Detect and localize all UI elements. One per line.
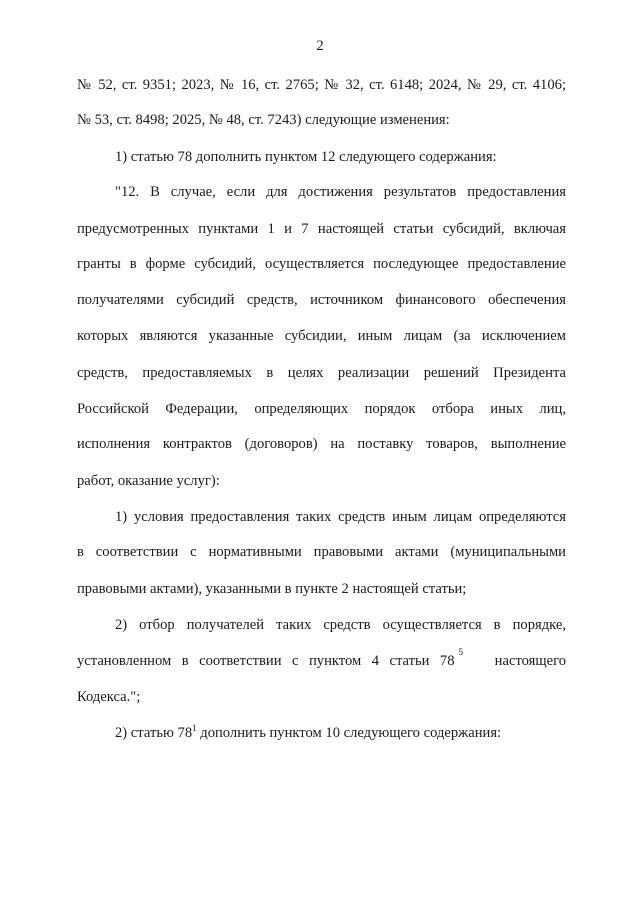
text-fragment: настоящего (491, 653, 566, 669)
text-line: средств, предоставляемых в целях реализации решений Президента (77, 365, 566, 381)
text-fragment: дополнить пунктом 10 следующего содержания: (196, 725, 502, 741)
text-line: в соответствии с нормативными правовыми актами (муниципальными (77, 544, 566, 560)
text-line: № 53, ст. 8498; 2025, № 48, ст. 7243) следующие изменения: (77, 112, 450, 128)
text-fragment: установленном в соответствии с пунктом 4 статьи 78 (77, 653, 455, 669)
text-fragment: 2) статью 78 (115, 725, 193, 741)
text-line: № 52, ст. 9351; 2023, № 16, ст. 2765; № 32, ст. 6148; 2024, № 29, ст. 4106; (77, 77, 566, 93)
text-line: Кодекса."; (77, 689, 141, 705)
text-line (115, 724, 566, 742)
text-line: "12. В случае, если для достижения результатов предоставления (115, 184, 566, 200)
text-line: предусмотренных пунктами 1 и 7 настоящей статьи субсидий, включая (77, 221, 566, 237)
text-line (77, 647, 566, 670)
text-line: получателями субсидий средств, источником финансового обеспечения (77, 292, 566, 308)
text-line: правовыми актами), указанными в пункте 2 настоящей статьи; (77, 581, 467, 597)
text-line: гранты в форме субсидий, осуществляется последующее предоставление (77, 256, 566, 272)
text-line: Российской Федерации, определяющих порядок отбора иных лиц, (77, 401, 566, 417)
text-line: 2) отбор получателей таких средств осуществляется в порядке, (115, 617, 566, 633)
text-line: исполнения контрактов (договоров) на поставку товаров, выполнение (77, 436, 566, 452)
superscript: 5 (458, 647, 464, 657)
page-number: 2 (316, 38, 324, 54)
text-line: 1) статью 78 дополнить пунктом 12 следующего содержания: (115, 149, 497, 165)
text-line: 1) условия предоставления таких средств иным лицам определяются (115, 509, 566, 525)
text-line: работ, оказание услуг): (77, 473, 220, 489)
text-line: которых являются указанные субсидии, иным лицам (за исключением (77, 328, 566, 344)
superscript: 1 (192, 723, 197, 733)
